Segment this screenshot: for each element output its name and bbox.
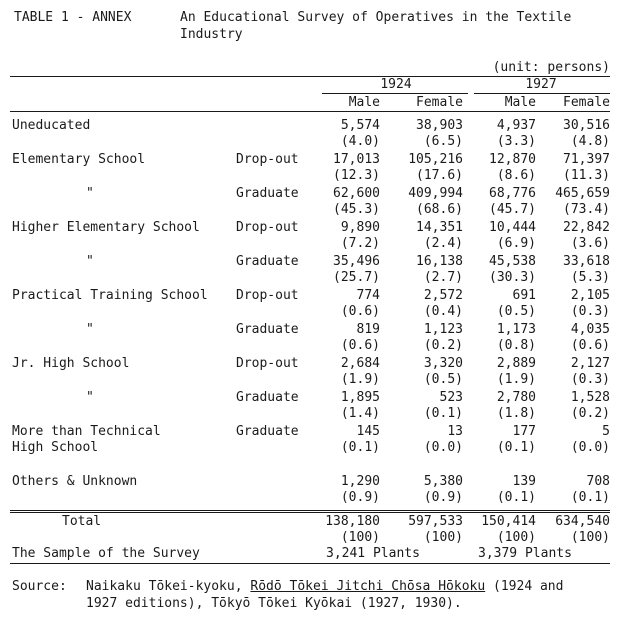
- cell-pct: (0.8): [496, 338, 536, 353]
- cell-value: 3,320: [423, 356, 463, 371]
- ditto-mark: ": [86, 254, 94, 269]
- cell-value: 177: [512, 424, 536, 439]
- row-type: Drop-out: [236, 152, 299, 167]
- cell-pct: (0.9): [340, 490, 380, 505]
- cell-pct: (2.7): [423, 270, 463, 285]
- total-pct: (100): [570, 530, 610, 545]
- cell-value: 16,138: [416, 254, 463, 269]
- ditto-mark: ": [86, 390, 94, 405]
- cell-value: 691: [512, 288, 536, 303]
- cell-pct: (1.9): [496, 372, 536, 387]
- row-label-cont: High School: [12, 440, 99, 455]
- cell-pct: (0.6): [570, 338, 610, 353]
- cell-value: 1,290: [340, 474, 380, 489]
- col-header-male-1927: Male: [504, 95, 536, 110]
- source-line1: [86, 579, 563, 595]
- cell-value: 38,903: [416, 118, 463, 133]
- total-value: 634,540: [555, 514, 610, 529]
- cell-value: 2,780: [496, 390, 536, 405]
- cell-value: 819: [356, 322, 380, 337]
- total-value: 138,180: [325, 514, 380, 529]
- cell-pct: (45.3): [333, 202, 380, 217]
- cell-value: 2,889: [496, 356, 536, 371]
- cell-value: 22,842: [563, 220, 610, 235]
- cell-value: 409,994: [408, 186, 463, 201]
- source-author: Naikaku Tōkei-kyoku,: [86, 579, 251, 594]
- source-line2: 1927 editions), Tōkyō Tōkei Kyōkai (1927, 1930).: [86, 596, 462, 611]
- cell-pct: (45.7): [489, 202, 536, 217]
- row-label: Others & Unknown: [12, 474, 138, 489]
- cell-pct: (0.2): [423, 338, 463, 353]
- row-type: Drop-out: [236, 288, 299, 303]
- cell-pct: (68.6): [416, 202, 463, 217]
- cell-pct: (6.9): [496, 236, 536, 251]
- cell-value: 45,538: [489, 254, 536, 269]
- row-label: Jr. High School: [12, 356, 130, 371]
- row-type: Drop-out: [236, 220, 299, 235]
- cell-value: 14,351: [416, 220, 463, 235]
- table-title-line1: An Educational Survey of Operatives in the Textile: [180, 10, 572, 25]
- cell-value: 1,895: [340, 390, 380, 405]
- cell-value: 1,123: [423, 322, 463, 337]
- cell-value: 774: [356, 288, 380, 303]
- row-label: More than Technical: [12, 424, 161, 439]
- year-header-1924: 1924: [380, 77, 412, 92]
- row-type: Graduate: [236, 254, 299, 269]
- cell-value: 2,572: [423, 288, 463, 303]
- cell-pct: (30.3): [489, 270, 536, 285]
- cell-pct: (1.9): [340, 372, 380, 387]
- cell-pct: (0.0): [423, 440, 463, 455]
- row-label: Elementary School: [12, 152, 146, 167]
- cell-pct: (0.1): [496, 490, 536, 505]
- total-pct: (100): [340, 530, 380, 545]
- cell-pct: (0.6): [340, 338, 380, 353]
- cell-pct: (11.3): [563, 168, 610, 183]
- cell-pct: (0.0): [570, 440, 610, 455]
- sample-label: The Sample of the Survey: [12, 546, 200, 561]
- cell-pct: (25.7): [333, 270, 380, 285]
- cell-value: 1,528: [570, 390, 610, 405]
- cell-value: 10,444: [489, 220, 536, 235]
- cell-pct: (0.5): [496, 304, 536, 319]
- cell-pct: (7.2): [340, 236, 380, 251]
- row-type: Graduate: [236, 186, 299, 201]
- cell-value: 145: [356, 424, 380, 439]
- cell-pct: (73.4): [563, 202, 610, 217]
- cell-pct: (0.1): [570, 490, 610, 505]
- header-rule: [10, 111, 610, 112]
- year-header-1927: 1927: [525, 77, 557, 92]
- cell-pct: (0.3): [570, 304, 610, 319]
- cell-pct: (4.8): [570, 134, 610, 149]
- sample-1927: 3,379 Plants: [478, 546, 572, 561]
- cell-pct: (0.4): [423, 304, 463, 319]
- cell-pct: (0.1): [496, 440, 536, 455]
- cell-value: 5,574: [340, 118, 380, 133]
- cell-value: 33,618: [563, 254, 610, 269]
- cell-pct: (0.2): [570, 406, 610, 421]
- row-type: Graduate: [236, 424, 299, 439]
- cell-value: 9,890: [340, 220, 380, 235]
- cell-value: 2,105: [570, 288, 610, 303]
- total-pct: (100): [496, 530, 536, 545]
- col-header-female-1927: Female: [563, 95, 610, 110]
- cell-pct: (0.1): [340, 440, 380, 455]
- cell-pct: (2.4): [423, 236, 463, 251]
- row-label: Uneducated: [12, 118, 91, 133]
- bottom-rule: [10, 563, 610, 564]
- cell-pct: (0.3): [570, 372, 610, 387]
- table-label: TABLE 1 - ANNEX: [14, 10, 132, 25]
- cell-pct: (0.5): [423, 372, 463, 387]
- cell-pct: (12.3): [333, 168, 380, 183]
- total-value: 150,414: [481, 514, 536, 529]
- cell-pct: (0.6): [340, 304, 380, 319]
- cell-pct: (3.6): [570, 236, 610, 251]
- cell-value: 4,937: [496, 118, 536, 133]
- cell-value: 30,516: [563, 118, 610, 133]
- unit-note: (unit: persons): [492, 60, 610, 75]
- row-type: Graduate: [236, 322, 299, 337]
- table-title-line2: Industry: [180, 27, 243, 42]
- cell-value: 71,397: [563, 152, 610, 167]
- year-rule-1927: [474, 93, 610, 94]
- source-editions: (1924 and: [485, 579, 564, 594]
- cell-value: 523: [439, 390, 463, 405]
- row-type: Drop-out: [236, 356, 299, 371]
- row-label: Practical Training School: [12, 288, 208, 303]
- cell-pct: (8.6): [496, 168, 536, 183]
- cell-value: 35,496: [333, 254, 380, 269]
- cell-pct: (6.5): [423, 134, 463, 149]
- cell-pct: (17.6): [416, 168, 463, 183]
- cell-value: 62,600: [333, 186, 380, 201]
- total-value: 597,533: [408, 514, 463, 529]
- cell-pct: (0.9): [423, 490, 463, 505]
- cell-value: 68,776: [489, 186, 536, 201]
- cell-pct: (1.4): [340, 406, 380, 421]
- cell-pct: (0.1): [423, 406, 463, 421]
- cell-value: 2,127: [570, 356, 610, 371]
- cell-value: 1,173: [496, 322, 536, 337]
- year-rule-1924: [322, 93, 468, 94]
- cell-pct: (1.8): [496, 406, 536, 421]
- cell-value: 139: [512, 474, 536, 489]
- ditto-mark: ": [86, 186, 94, 201]
- cell-value: 465,659: [555, 186, 610, 201]
- cell-value: 105,216: [408, 152, 463, 167]
- ditto-mark: ": [86, 322, 94, 337]
- cell-value: 13: [447, 424, 463, 439]
- cell-value: 2,684: [340, 356, 380, 371]
- sample-1924: 3,241 Plants: [326, 546, 420, 561]
- total-rule-double: [10, 512, 610, 513]
- cell-pct: (3.3): [496, 134, 536, 149]
- row-type: Graduate: [236, 390, 299, 405]
- cell-value: 12,870: [489, 152, 536, 167]
- total-label: Total: [62, 514, 102, 529]
- total-pct: (100): [423, 530, 463, 545]
- col-header-female-1924: Female: [416, 95, 463, 110]
- total-rule-top: [10, 510, 610, 511]
- source-publication: Rōdō Tōkei Jitchi Chōsa Hōkoku: [250, 579, 486, 594]
- cell-value: 708: [586, 474, 610, 489]
- col-header-male-1924: Male: [348, 95, 380, 110]
- cell-pct: (4.0): [340, 134, 380, 149]
- row-label: Higher Elementary School: [12, 220, 200, 235]
- cell-value: 17,013: [333, 152, 380, 167]
- cell-pct: (5.3): [570, 270, 610, 285]
- source-prefix: Source:: [12, 579, 67, 594]
- cell-value: 5,380: [423, 474, 463, 489]
- cell-value: 5: [602, 424, 610, 439]
- cell-value: 4,035: [570, 322, 610, 337]
